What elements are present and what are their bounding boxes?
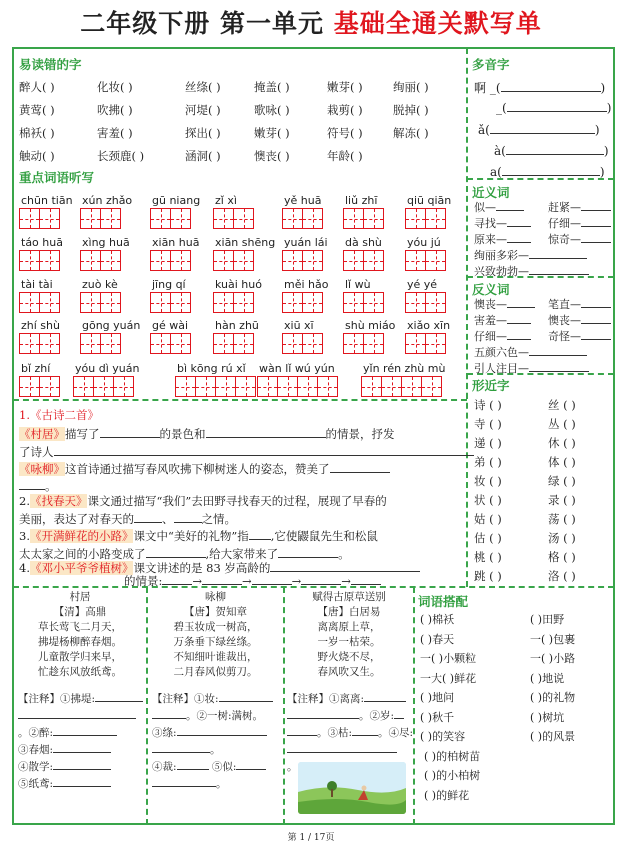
pinyin-word: yóu dì yuán [75, 362, 140, 375]
writing-grid[interactable] [343, 292, 383, 313]
grid-cell[interactable] [215, 376, 236, 397]
grid-cell[interactable] [233, 208, 254, 229]
misread-item: 丝绦( ) [185, 80, 221, 94]
similar-char: 桃 ( ) [474, 550, 502, 564]
pinyin-word: xìng huā [82, 236, 130, 249]
grid-cell[interactable] [80, 333, 101, 354]
duoyin-item: a( ) [490, 165, 605, 179]
misread-item: 掩盖( ) [254, 80, 290, 94]
grid-cell[interactable] [213, 333, 234, 354]
grid-cell[interactable] [361, 376, 382, 397]
synonyms-item: 兴致勃勃— [474, 263, 589, 279]
misread-item: 符号( ) [327, 126, 363, 140]
writing-grid[interactable] [73, 376, 133, 397]
similar-char: 妆 ( ) [474, 474, 502, 488]
phrase-item: ( )的笑容 [420, 730, 466, 743]
grid-cell[interactable] [405, 292, 426, 313]
duoyin-item: _( ) [496, 101, 612, 115]
phrase-item: ( )的小柏树 [424, 769, 481, 782]
grid-cell[interactable] [233, 292, 254, 313]
misread-item: 脱掉( ) [393, 103, 429, 117]
antonyms-item: 笔直— [548, 296, 611, 312]
grid-cell[interactable] [39, 333, 60, 354]
pinyin-word: hàn zhū [215, 319, 259, 332]
grid-cell[interactable] [302, 250, 323, 271]
pinyin-word: chūn tiān [21, 194, 73, 207]
phrase-item: ( )的鲜花 [424, 788, 470, 802]
grid-cell[interactable] [150, 208, 171, 229]
writing-grid[interactable] [405, 208, 445, 229]
similar-char: 洛 ( ) [548, 569, 576, 583]
phrase-item: ( )的礼物 [530, 691, 576, 704]
misread-item: 歌咏( ) [254, 103, 290, 117]
misread-item: 棉袄( ) [19, 126, 55, 140]
grid-cell[interactable] [405, 250, 426, 271]
grid-cell[interactable] [100, 292, 121, 313]
writing-grid[interactable] [19, 292, 59, 313]
synonyms-item: 原来— [474, 231, 531, 247]
pinyin-word: tài tài [21, 278, 53, 291]
duoyin-char: 啊 _( ) [474, 81, 606, 95]
writing-grid[interactable] [150, 292, 190, 313]
phrase-item: ( )棉袄 [420, 613, 455, 626]
grid-cell[interactable] [170, 292, 191, 313]
synonyms-item: 惊奇— [548, 231, 611, 247]
grid-cell[interactable] [297, 376, 318, 397]
poem2-notes: 【注释】①妆: 。②一树:满树。 ③绦: 。 ④裁: ⑤似: 。 [152, 691, 273, 793]
grid-cell[interactable] [213, 250, 234, 271]
grid-cell[interactable] [363, 292, 384, 313]
grid-cell[interactable] [343, 208, 364, 229]
grid-cell[interactable] [405, 333, 426, 354]
misread-item: 害羞( ) [97, 126, 133, 140]
misread-item: 嫩芽( ) [254, 126, 290, 140]
writing-grid[interactable] [405, 333, 445, 354]
similar-char: 估 ( ) [474, 531, 502, 545]
writing-grid[interactable] [175, 376, 255, 397]
key-words-label: 重点词语听写 [19, 170, 95, 185]
grid-cell[interactable] [170, 208, 191, 229]
writing-grid[interactable] [19, 208, 59, 229]
poem-yongliu: 咏柳 【唐】贺知章 碧玉妆成一树高， 万条垂下绿丝绦。 不知细叶谁裁出， 二月春风似剪刀。 [173, 591, 258, 678]
misread-item: 涵洞( ) [185, 149, 221, 163]
synonyms-item: 寻找— [474, 215, 531, 231]
pinyin-word: yuán lái [284, 236, 328, 249]
grid-cell[interactable] [150, 292, 171, 313]
antonyms-item: 害羞— [474, 312, 531, 328]
antonyms-item: 奇怪— [548, 328, 611, 344]
grid-cell[interactable] [100, 333, 121, 354]
misread-item: 吹拂( ) [97, 103, 133, 117]
grid-cell[interactable] [233, 333, 254, 354]
writing-grid[interactable] [19, 333, 59, 354]
grid-cell[interactable] [302, 208, 323, 229]
similar-char: 跳 ( ) [474, 569, 502, 583]
similar-char: 绿 ( ) [548, 474, 576, 488]
pinyin-word: yóu jú [407, 236, 441, 249]
divider [466, 373, 468, 587]
page-footer: 第 1 / 17页 [287, 833, 335, 843]
grid-cell[interactable] [100, 208, 121, 229]
grid-cell[interactable] [80, 208, 101, 229]
antonyms-item: 懊丧— [474, 296, 535, 312]
pinyin-word: zhí shù [21, 319, 60, 332]
similar-char: 录 ( ) [548, 493, 576, 507]
writing-grid[interactable] [213, 333, 253, 354]
pinyin-word: měi hǎo [284, 278, 329, 291]
poem-fude: 赋得古原草送别 【唐】白居易 离离原上草， 一岁一枯荣。 野火烧不尽， 春风吹又生。 [312, 591, 386, 678]
divider [466, 48, 468, 399]
text2-line: 2.《找春天》课文通过描写“我们”去田野寻找春天的过程，展现了早春的 [19, 494, 387, 508]
pinyin-word: xiū xī [284, 319, 314, 332]
grid-cell[interactable] [343, 333, 364, 354]
grid-cell[interactable] [19, 333, 40, 354]
easy-misread-label: 易读错的字 [19, 57, 82, 72]
pinyin-word: wàn lǐ wú yún [259, 362, 335, 375]
phrase-item: ( )的风景 [530, 730, 576, 743]
pinyin-word: táo huā [21, 236, 63, 249]
similar-char: 汤 ( ) [548, 531, 576, 545]
phrase-item: ( )地问 [420, 691, 455, 704]
writing-grid[interactable] [213, 292, 253, 313]
grid-cell[interactable] [343, 250, 364, 271]
misread-item: 醉人( ) [19, 80, 55, 94]
pinyin-word: jīng qí [152, 278, 186, 291]
similar-char: 寺 ( ) [474, 417, 502, 431]
pinyin-word: yǐn rén zhù mù [363, 362, 446, 375]
duoyin-item: à( ) [494, 144, 609, 158]
pinyin-word: lǐ wù [345, 278, 371, 291]
misread-item: 黄莺( ) [19, 103, 55, 117]
writing-grid[interactable] [343, 208, 383, 229]
phrase-item: 一( )小路 [530, 652, 576, 665]
grid-cell[interactable] [73, 376, 94, 397]
duoyin-label: 多音字 [472, 57, 510, 72]
misread-item: 栽剪( ) [327, 103, 363, 117]
grid-cell[interactable] [170, 250, 191, 271]
grid-cell[interactable] [282, 292, 303, 313]
grid-cell[interactable] [19, 292, 40, 313]
phrase-item: 一( )包裹 [530, 632, 576, 646]
writing-grid[interactable] [405, 292, 445, 313]
writing-grid[interactable] [361, 376, 441, 397]
synonyms-item: 绚丽多彩— [474, 247, 587, 263]
grid-cell[interactable] [233, 250, 254, 271]
grid-cell[interactable] [421, 376, 442, 397]
grid-cell[interactable] [425, 292, 446, 313]
misread-item: 化妆( ) [97, 80, 133, 94]
writing-grid[interactable] [282, 333, 322, 354]
text4-line: 的情景: → → → → [124, 573, 381, 589]
antonyms-item: 懊丧— [548, 312, 611, 328]
pinyin-word: xiān huā [152, 236, 200, 249]
phrase-item: ( )田野 [530, 613, 565, 626]
grid-cell[interactable] [401, 376, 422, 397]
similar-char: 弟 ( ) [474, 455, 502, 469]
similar-char: 姑 ( ) [474, 512, 502, 526]
poem1-notes: 【注释】①拂堤: 。②醉: ③春烟: ④散学: ⑤纸鸢: [18, 691, 143, 793]
grid-cell[interactable] [343, 292, 364, 313]
pinyin-word: gé wài [152, 319, 189, 332]
misread-item: 绚丽( ) [393, 80, 429, 94]
grid-cell[interactable] [39, 292, 60, 313]
grid-cell[interactable] [175, 376, 196, 397]
grid-cell[interactable] [39, 208, 60, 229]
similar-char: 荡 ( ) [548, 512, 576, 526]
grid-cell[interactable] [39, 376, 60, 397]
similar-char: 丛 ( ) [548, 417, 576, 431]
pinyin-word: qiū qiān [407, 194, 452, 207]
grid-cell[interactable] [257, 376, 278, 397]
writing-grid[interactable] [150, 208, 190, 229]
pinyin-word: bì kōng rú xǐ [177, 362, 246, 375]
writing-grid[interactable] [150, 333, 190, 354]
phrase-item: 一大( )鲜花 [420, 671, 477, 685]
misread-item: 年龄( ) [327, 149, 363, 163]
similar-char: 递 ( ) [474, 436, 502, 450]
text4-line: 4.《邓小平爷爷植树》课文讲述的是 83 岁高龄的 [19, 560, 420, 576]
pinyin-word: xún zhǎo [82, 194, 133, 207]
antonyms-item: 引人注目— [474, 360, 589, 376]
divider [13, 399, 467, 401]
grid-cell[interactable] [317, 376, 338, 397]
writing-grid[interactable] [19, 250, 59, 271]
grid-cell[interactable] [302, 333, 323, 354]
grid-cell[interactable] [425, 250, 446, 271]
text1-line: 《咏柳》这首诗通过描写春风吹拂下柳树迷人的姿态，赞美了 [19, 461, 390, 477]
grid-cell[interactable] [381, 376, 402, 397]
grid-cell[interactable] [170, 333, 191, 354]
pinyin-word: zuò kè [82, 278, 118, 291]
phrase-item: ( )春天 [420, 632, 455, 646]
similar-char: 状 ( ) [474, 493, 502, 507]
similar-char: 体 ( ) [548, 455, 576, 469]
grid-cell[interactable] [150, 333, 171, 354]
writing-grid[interactable] [150, 250, 190, 271]
grid-cell[interactable] [363, 333, 384, 354]
text3-line: 太太家之间的小路变成了 ,给大家带来了 。 [19, 547, 350, 561]
text1-line: 。 [19, 478, 57, 494]
pinyin-word: zǐ xì [215, 194, 237, 207]
misread-item: 探出( ) [185, 126, 221, 140]
grid-cell[interactable] [282, 250, 303, 271]
pinyin-word: xiǎo xīn [407, 319, 451, 332]
phrase-item: ( )的柏树苗 [424, 749, 481, 763]
grid-cell[interactable] [80, 250, 101, 271]
writing-grid[interactable] [343, 333, 383, 354]
grid-cell[interactable] [93, 376, 114, 397]
grid-cell[interactable] [282, 333, 303, 354]
misread-item: 嫩芽( ) [327, 80, 363, 94]
grid-cell[interactable] [150, 250, 171, 271]
phrase-item: 一( )小颗粒 [420, 652, 477, 665]
writing-grid[interactable] [213, 250, 253, 271]
writing-grid[interactable] [405, 250, 445, 271]
grid-cell[interactable] [19, 250, 40, 271]
duoyin-item: ǎ( ) [478, 123, 600, 137]
grid-cell[interactable] [363, 250, 384, 271]
landscape-illustration [298, 762, 406, 814]
misread-item: 解冻( ) [393, 126, 429, 140]
grid-cell[interactable] [80, 292, 101, 313]
synonyms-item: 仔细— [548, 215, 611, 231]
writing-grid[interactable] [19, 376, 59, 397]
phrases-label: 词语搭配 [418, 594, 469, 609]
writing-grid[interactable] [80, 333, 120, 354]
poem3-notes: 【注释】①离离: 。②岁: 。③枯: 。④尽: 。 [287, 693, 414, 773]
grid-cell[interactable] [195, 376, 216, 397]
pinyin-word: liǔ zhī [345, 194, 378, 207]
grid-cell[interactable] [235, 376, 256, 397]
grid-cell[interactable] [363, 208, 384, 229]
writing-grid[interactable] [80, 208, 120, 229]
grid-cell[interactable] [282, 208, 303, 229]
pinyin-word: xiān shēng [215, 236, 276, 249]
grid-cell[interactable] [302, 292, 323, 313]
writing-grid[interactable] [80, 250, 120, 271]
grid-cell[interactable] [213, 292, 234, 313]
grid-cell[interactable] [213, 208, 234, 229]
writing-grid[interactable] [257, 376, 337, 397]
pinyin-word: dà shù [345, 236, 382, 249]
misread-item: 懊丧( ) [254, 149, 290, 163]
writing-grid[interactable] [282, 292, 322, 313]
pinyin-word: kuài huó [215, 278, 262, 291]
grid-cell[interactable] [39, 250, 60, 271]
antonyms-item: 五颜六色— [474, 344, 587, 360]
writing-grid[interactable] [282, 250, 322, 271]
similar-char: 诗 ( ) [474, 398, 502, 412]
grid-cell[interactable] [19, 208, 40, 229]
similar-label: 形近字 [472, 378, 510, 393]
antonyms-item: 仔细— [474, 328, 531, 344]
pinyin-word: gōng yuán [82, 319, 141, 332]
grid-cell[interactable] [113, 376, 134, 397]
misread-item: 河堤( ) [185, 103, 221, 117]
divider [413, 587, 415, 825]
antonyms-label: 反义词 [472, 282, 510, 297]
grid-cell[interactable] [405, 208, 426, 229]
writing-grid[interactable] [213, 208, 253, 229]
phrase-item: ( )树坑 [530, 710, 565, 724]
writing-grid[interactable] [343, 250, 383, 271]
pinyin-word: gū niang [152, 194, 201, 207]
misread-item: 长颈鹿( ) [97, 149, 145, 163]
page-title: 二年级下册 第一单元 基础全通关默写单 [80, 9, 542, 38]
grid-cell[interactable] [19, 376, 40, 397]
grid-cell[interactable] [277, 376, 298, 397]
writing-grid[interactable] [80, 292, 120, 313]
grid-cell[interactable] [425, 333, 446, 354]
writing-grid[interactable] [282, 208, 322, 229]
similar-char: 休 ( ) [548, 436, 576, 450]
synonyms-item: 赶紧— [548, 199, 611, 215]
pinyin-word: yé yé [407, 278, 438, 291]
similar-char: 丝 ( ) [548, 398, 576, 412]
synonyms-label: 近义词 [472, 185, 510, 200]
pinyin-word: yě huā [284, 194, 322, 207]
grid-cell[interactable] [100, 250, 121, 271]
similar-char: 格 ( ) [548, 550, 576, 564]
synonyms-item: 似— [474, 199, 524, 215]
text2-line: 美丽，表达了对春天的 、 之情。 [19, 512, 236, 526]
pinyin-word: shù miáo [345, 319, 396, 332]
misread-item: 触动( ) [19, 149, 55, 163]
text1-line: 了诗人 [19, 444, 474, 460]
text3-line: 3.《开满鲜花的小路》课文中“美好的礼物”指 ,它使鼹鼠先生和松鼠 [19, 529, 378, 543]
text1-title: 1.《古诗二首》 [19, 408, 99, 422]
poem-cunju: 村居 【清】高鼎 草长莺飞二月天， 拂堤杨柳醉春烟。 儿童散学归来早， 忙趁东风放纸鸢。 [38, 591, 122, 678]
pinyin-word: bǐ zhí [21, 362, 51, 375]
text1-line: 《村居》描写了 的景色和 的情景，抒发 [19, 427, 395, 441]
phrase-item: ( )秋千 [420, 710, 455, 724]
grid-cell[interactable] [425, 208, 446, 229]
phrase-item: ( )地说 [530, 671, 565, 685]
